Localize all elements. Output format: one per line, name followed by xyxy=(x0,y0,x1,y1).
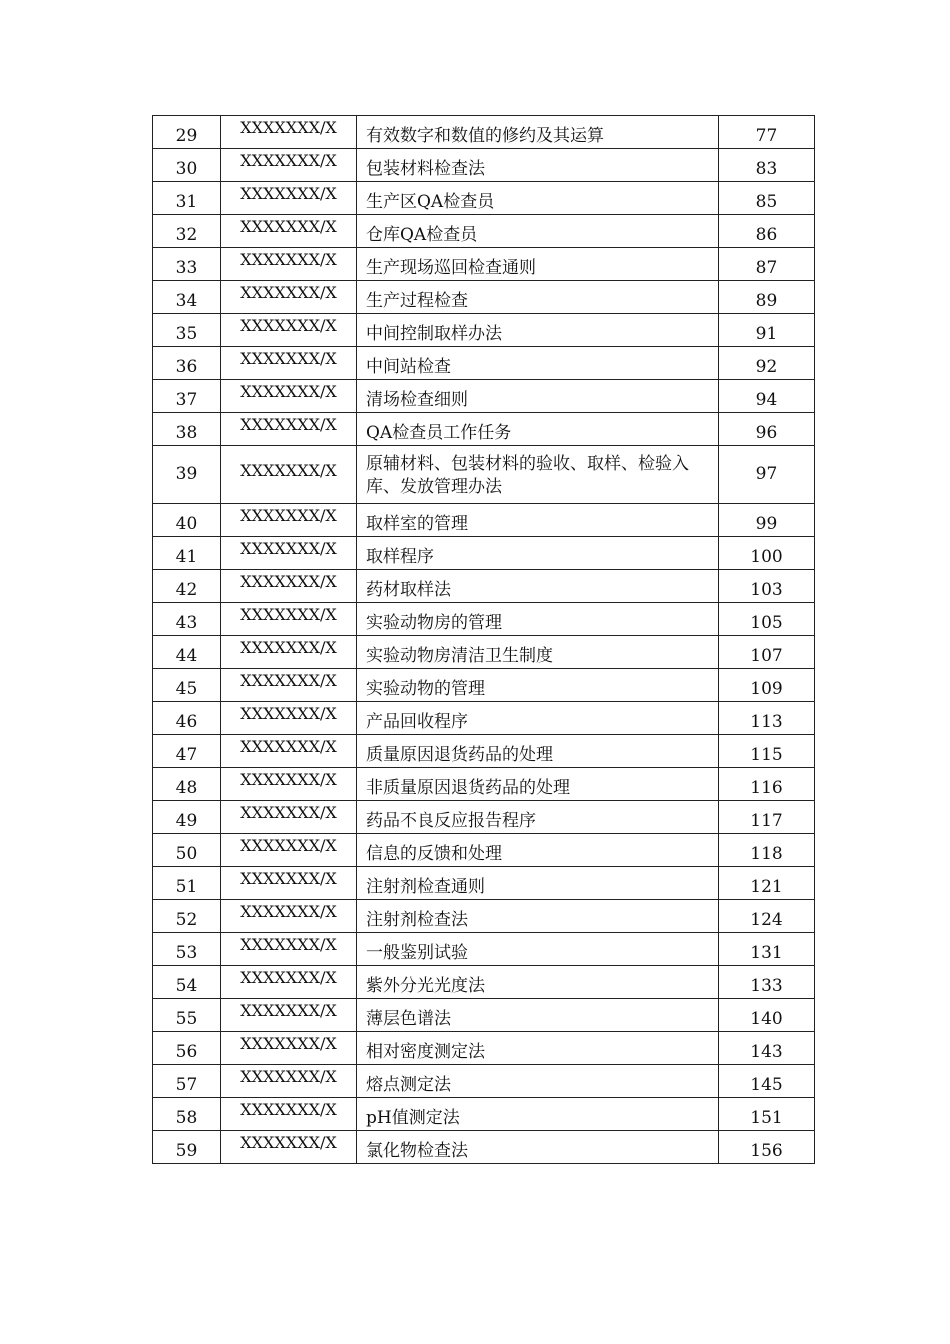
row-number-text: 30 xyxy=(175,159,198,179)
page-number-text: 131 xyxy=(750,943,783,963)
document-code xyxy=(221,248,357,281)
document-code-text: XXXXXXX/X xyxy=(240,316,337,335)
document-title-text: 相对密度测定法 xyxy=(366,1042,485,1062)
document-title xyxy=(357,603,719,636)
table-row xyxy=(153,900,815,933)
row-number xyxy=(153,768,221,801)
row-number xyxy=(153,834,221,867)
document-code-text: XXXXXXX/X xyxy=(240,704,337,723)
row-number xyxy=(153,446,221,504)
table-row xyxy=(153,702,815,735)
table-row xyxy=(153,446,815,504)
document-code-text: XXXXXXX/X xyxy=(240,803,337,822)
page-number xyxy=(719,570,815,603)
row-number-text: 48 xyxy=(175,778,198,798)
row-number xyxy=(153,537,221,570)
document-title xyxy=(357,248,719,281)
row-number xyxy=(153,1032,221,1065)
page-number xyxy=(719,1065,815,1098)
page-number-text: 105 xyxy=(750,613,783,633)
page-number-text: 92 xyxy=(755,357,778,377)
page-number xyxy=(719,1032,815,1065)
row-number xyxy=(153,281,221,314)
table-row xyxy=(153,116,815,149)
page-number xyxy=(719,999,815,1032)
row-number-text: 40 xyxy=(175,514,198,534)
row-number-text: 43 xyxy=(175,613,198,633)
document-code-text: XXXXXXX/X xyxy=(240,539,337,558)
document-code xyxy=(221,768,357,801)
document-title xyxy=(357,182,719,215)
row-number-text: 32 xyxy=(175,225,198,245)
document-title-text: 氯化物检查法 xyxy=(366,1141,468,1161)
document-title-text: 一般鉴别试验 xyxy=(366,943,468,963)
document-title-text: 紫外分光光度法 xyxy=(366,976,485,996)
document-title xyxy=(357,446,719,504)
page-number xyxy=(719,116,815,149)
document-title-text: 注射剂检查法 xyxy=(366,910,468,930)
table-row xyxy=(153,1131,815,1164)
document-title xyxy=(357,149,719,182)
document-code xyxy=(221,801,357,834)
row-number xyxy=(153,735,221,768)
document-title xyxy=(357,1098,719,1131)
page-number xyxy=(719,281,815,314)
document-title-text: 药品不良反应报告程序 xyxy=(366,811,536,831)
document-title xyxy=(357,413,719,446)
table-row xyxy=(153,735,815,768)
page-number-text: 94 xyxy=(755,390,778,410)
document-title xyxy=(357,768,719,801)
table-row xyxy=(153,380,815,413)
page-number xyxy=(719,215,815,248)
row-number xyxy=(153,149,221,182)
table-row xyxy=(153,669,815,702)
document-title xyxy=(357,215,719,248)
row-number xyxy=(153,1098,221,1131)
row-number xyxy=(153,999,221,1032)
row-number-text: 55 xyxy=(175,1009,198,1029)
page-number xyxy=(719,248,815,281)
document-code xyxy=(221,900,357,933)
row-number-text: 39 xyxy=(175,463,198,484)
page-number xyxy=(719,966,815,999)
row-number-text: 33 xyxy=(175,258,198,278)
document-title xyxy=(357,570,719,603)
row-number xyxy=(153,347,221,380)
document-code-text: XXXXXXX/X xyxy=(240,770,337,789)
row-number xyxy=(153,603,221,636)
document-title xyxy=(357,116,719,149)
table-row xyxy=(153,1065,815,1098)
document-code xyxy=(221,570,357,603)
page-number xyxy=(719,504,815,537)
document-title-text: 实验动物房的管理 xyxy=(366,613,502,633)
document-code-text: XXXXXXX/X xyxy=(240,382,337,401)
page-number-text: 89 xyxy=(755,291,778,311)
document-code-text: XXXXXXX/X xyxy=(240,1001,337,1020)
page-number-text: 83 xyxy=(755,159,778,179)
page-number xyxy=(719,669,815,702)
table-row xyxy=(153,570,815,603)
page-number xyxy=(719,1131,815,1164)
page-number xyxy=(719,702,815,735)
document-code-text: XXXXXXX/X xyxy=(240,460,337,480)
document-title-text: 中间控制取样办法 xyxy=(366,324,502,344)
document-code-text: XXXXXXX/X xyxy=(240,869,337,888)
document-title xyxy=(357,636,719,669)
document-code-text: XXXXXXX/X xyxy=(240,1133,337,1152)
document-code-text: XXXXXXX/X xyxy=(240,506,337,525)
document-code-text: XXXXXXX/X xyxy=(240,902,337,921)
document-title-text: 信息的反馈和处理 xyxy=(366,844,502,864)
document-code xyxy=(221,1032,357,1065)
table-row xyxy=(153,1032,815,1065)
row-number-text: 56 xyxy=(175,1042,198,1062)
row-number-text: 34 xyxy=(175,291,198,311)
document-title-text: 仓库QA检查员 xyxy=(366,225,478,245)
row-number xyxy=(153,801,221,834)
document-title-text: 熔点测定法 xyxy=(366,1075,451,1095)
page-number-text: 113 xyxy=(750,712,783,732)
row-number-text: 51 xyxy=(175,877,198,897)
document-code xyxy=(221,380,357,413)
document-code xyxy=(221,834,357,867)
table-row xyxy=(153,1098,815,1131)
table-row xyxy=(153,933,815,966)
document-title xyxy=(357,380,719,413)
row-number xyxy=(153,248,221,281)
row-number-text: 29 xyxy=(175,126,198,146)
document-title-text: 药材取样法 xyxy=(366,580,451,600)
page-number-text: 99 xyxy=(755,514,778,534)
row-number xyxy=(153,182,221,215)
document-code xyxy=(221,281,357,314)
document-title-text: 质量原因退货药品的处理 xyxy=(366,745,553,765)
page-number xyxy=(719,347,815,380)
document-title xyxy=(357,314,719,347)
page-number xyxy=(719,314,815,347)
document-title xyxy=(357,933,719,966)
document-code xyxy=(221,867,357,900)
page-number xyxy=(719,603,815,636)
document-title-text: QA检查员工作任务 xyxy=(366,423,512,443)
page-number-text: 86 xyxy=(755,225,778,245)
table-row xyxy=(153,603,815,636)
page-number-text: 87 xyxy=(755,258,778,278)
page-number xyxy=(719,537,815,570)
page-number-text: 140 xyxy=(750,1009,783,1029)
document-code-text: XXXXXXX/X xyxy=(240,217,337,236)
row-number xyxy=(153,380,221,413)
page-number-text: 116 xyxy=(750,778,783,798)
row-number-text: 46 xyxy=(175,712,198,732)
table-row xyxy=(153,314,815,347)
document-code-text: XXXXXXX/X xyxy=(240,250,337,269)
document-code xyxy=(221,215,357,248)
document-code-text: XXXXXXX/X xyxy=(240,1067,337,1086)
document-code xyxy=(221,603,357,636)
document-title xyxy=(357,504,719,537)
row-number xyxy=(153,504,221,537)
document-code-text: XXXXXXX/X xyxy=(240,935,337,954)
page-number-text: 117 xyxy=(750,811,783,831)
row-number-text: 44 xyxy=(175,646,198,666)
page-number xyxy=(719,768,815,801)
row-number-text: 42 xyxy=(175,580,198,600)
document-code-text: XXXXXXX/X xyxy=(240,118,337,137)
document-code xyxy=(221,1131,357,1164)
page-number xyxy=(719,834,815,867)
row-number-text: 38 xyxy=(175,423,198,443)
page-number-text: 77 xyxy=(755,126,778,146)
page-number xyxy=(719,933,815,966)
row-number-text: 58 xyxy=(175,1108,198,1128)
document-code xyxy=(221,347,357,380)
document-title xyxy=(357,347,719,380)
document-code-text: XXXXXXX/X xyxy=(240,836,337,855)
row-number xyxy=(153,966,221,999)
document-code-text: XXXXXXX/X xyxy=(240,671,337,690)
document-title xyxy=(357,281,719,314)
document-title-text: 生产现场巡回检查通则 xyxy=(366,258,536,278)
document-code xyxy=(221,999,357,1032)
document-code xyxy=(221,636,357,669)
document-title xyxy=(357,834,719,867)
row-number-text: 50 xyxy=(175,844,198,864)
document-title-text: 生产过程检查 xyxy=(366,291,468,311)
row-number xyxy=(153,702,221,735)
table-row xyxy=(153,636,815,669)
document-title xyxy=(357,801,719,834)
document-code-text: XXXXXXX/X xyxy=(240,737,337,756)
document-title-text: 原辅材料、包装材料的验收、取样、检验入库、发放管理办法 xyxy=(366,453,689,497)
row-number-text: 45 xyxy=(175,679,198,699)
document-title-text: 取样程序 xyxy=(366,547,434,567)
document-title xyxy=(357,669,719,702)
page-number-text: 118 xyxy=(750,844,783,864)
page-number-text: 145 xyxy=(750,1075,783,1095)
toc-table xyxy=(152,115,815,1164)
row-number-text: 59 xyxy=(175,1141,198,1161)
page-number-text: 133 xyxy=(750,976,783,996)
row-number-text: 36 xyxy=(175,357,198,377)
page-number xyxy=(719,636,815,669)
page-number xyxy=(719,1098,815,1131)
table-row xyxy=(153,347,815,380)
document-code-text: XXXXXXX/X xyxy=(240,283,337,302)
document-title-text: 产品回收程序 xyxy=(366,712,468,732)
document-code-text: XXXXXXX/X xyxy=(240,415,337,434)
document-title-text: 非质量原因退货药品的处理 xyxy=(366,778,570,798)
document-code-text: XXXXXXX/X xyxy=(240,968,337,987)
table-row xyxy=(153,413,815,446)
document-title xyxy=(357,1032,719,1065)
document-title xyxy=(357,702,719,735)
document-title-text: 薄层色谱法 xyxy=(366,1009,451,1029)
row-number xyxy=(153,933,221,966)
page-number xyxy=(719,801,815,834)
page-number-text: 143 xyxy=(750,1042,783,1062)
document-code-text: XXXXXXX/X xyxy=(240,1100,337,1119)
document-title xyxy=(357,999,719,1032)
row-number xyxy=(153,570,221,603)
page-number xyxy=(719,413,815,446)
document-code xyxy=(221,446,357,504)
row-number xyxy=(153,116,221,149)
table-row xyxy=(153,966,815,999)
document-title-text: 实验动物的管理 xyxy=(366,679,485,699)
page-number-text: 85 xyxy=(755,192,778,212)
document-title-text: 取样室的管理 xyxy=(366,514,468,534)
row-number-text: 31 xyxy=(175,192,198,212)
page-number xyxy=(719,735,815,768)
table-row xyxy=(153,999,815,1032)
document-title-text: 注射剂检查通则 xyxy=(366,877,485,897)
document-code-text: XXXXXXX/X xyxy=(240,605,337,624)
row-number xyxy=(153,669,221,702)
page-number-text: 109 xyxy=(750,679,783,699)
row-number-text: 49 xyxy=(175,811,198,831)
row-number-text: 35 xyxy=(175,324,198,344)
page-number-text: 107 xyxy=(750,646,783,666)
table-row xyxy=(153,768,815,801)
document-title-text: 实验动物房清洁卫生制度 xyxy=(366,646,553,666)
document-title xyxy=(357,1131,719,1164)
document-code xyxy=(221,537,357,570)
table-row xyxy=(153,248,815,281)
row-number xyxy=(153,867,221,900)
document-title-text: 清场检查细则 xyxy=(366,390,468,410)
document-title-text: 生产区QA检查员 xyxy=(366,192,495,212)
document-code xyxy=(221,149,357,182)
table-row xyxy=(153,504,815,537)
page-number-text: 115 xyxy=(750,745,783,765)
document-title xyxy=(357,867,719,900)
row-number xyxy=(153,1065,221,1098)
row-number-text: 53 xyxy=(175,943,198,963)
document-code xyxy=(221,504,357,537)
document-title xyxy=(357,537,719,570)
document-code xyxy=(221,669,357,702)
table-row xyxy=(153,215,815,248)
row-number-text: 41 xyxy=(175,547,198,567)
page-number-text: 96 xyxy=(755,423,778,443)
row-number xyxy=(153,215,221,248)
table-row xyxy=(153,281,815,314)
document-code-text: XXXXXXX/X xyxy=(240,184,337,203)
document-title-text: 有效数字和数值的修约及其运算 xyxy=(366,126,604,146)
document-title xyxy=(357,735,719,768)
page-number xyxy=(719,149,815,182)
page-number-text: 100 xyxy=(750,547,783,567)
row-number-text: 37 xyxy=(175,390,198,410)
document-code xyxy=(221,116,357,149)
row-number-text: 54 xyxy=(175,976,198,996)
table-row xyxy=(153,537,815,570)
table-row xyxy=(153,801,815,834)
page-number-text: 151 xyxy=(750,1108,783,1128)
page-number xyxy=(719,182,815,215)
document-code xyxy=(221,413,357,446)
document-code xyxy=(221,735,357,768)
row-number xyxy=(153,636,221,669)
document-title xyxy=(357,900,719,933)
page-number xyxy=(719,867,815,900)
document-title-text: 中间站检查 xyxy=(366,357,451,377)
document-code-text: XXXXXXX/X xyxy=(240,349,337,368)
page-number-text: 121 xyxy=(750,877,783,897)
document-title-text: 包装材料检查法 xyxy=(366,159,485,179)
document-code-text: XXXXXXX/X xyxy=(240,638,337,657)
page-number-text: 124 xyxy=(750,910,783,930)
document-code-text: XXXXXXX/X xyxy=(240,151,337,170)
document-code-text: XXXXXXX/X xyxy=(240,572,337,591)
row-number-text: 52 xyxy=(175,910,198,930)
document-code xyxy=(221,966,357,999)
row-number-text: 47 xyxy=(175,745,198,765)
toc-body xyxy=(153,116,815,1164)
document-code xyxy=(221,933,357,966)
row-number xyxy=(153,413,221,446)
document-title xyxy=(357,1065,719,1098)
row-number xyxy=(153,314,221,347)
row-number xyxy=(153,900,221,933)
table-row xyxy=(153,834,815,867)
page-number-text: 103 xyxy=(750,580,783,600)
page-number xyxy=(719,380,815,413)
page-number-text: 97 xyxy=(755,463,778,484)
page-number-text: 156 xyxy=(750,1141,783,1161)
document-code xyxy=(221,1065,357,1098)
document-title xyxy=(357,966,719,999)
document-code-text: XXXXXXX/X xyxy=(240,1034,337,1053)
table-row xyxy=(153,149,815,182)
row-number-text: 57 xyxy=(175,1075,198,1095)
page-number-text: 91 xyxy=(755,324,778,344)
row-number xyxy=(153,1131,221,1164)
page-number xyxy=(719,900,815,933)
table-row xyxy=(153,867,815,900)
document-title-text: pH值测定法 xyxy=(366,1108,460,1128)
document-code xyxy=(221,702,357,735)
document-code xyxy=(221,314,357,347)
table-row xyxy=(153,182,815,215)
page-number xyxy=(719,446,815,504)
document-code xyxy=(221,1098,357,1131)
document-code xyxy=(221,182,357,215)
